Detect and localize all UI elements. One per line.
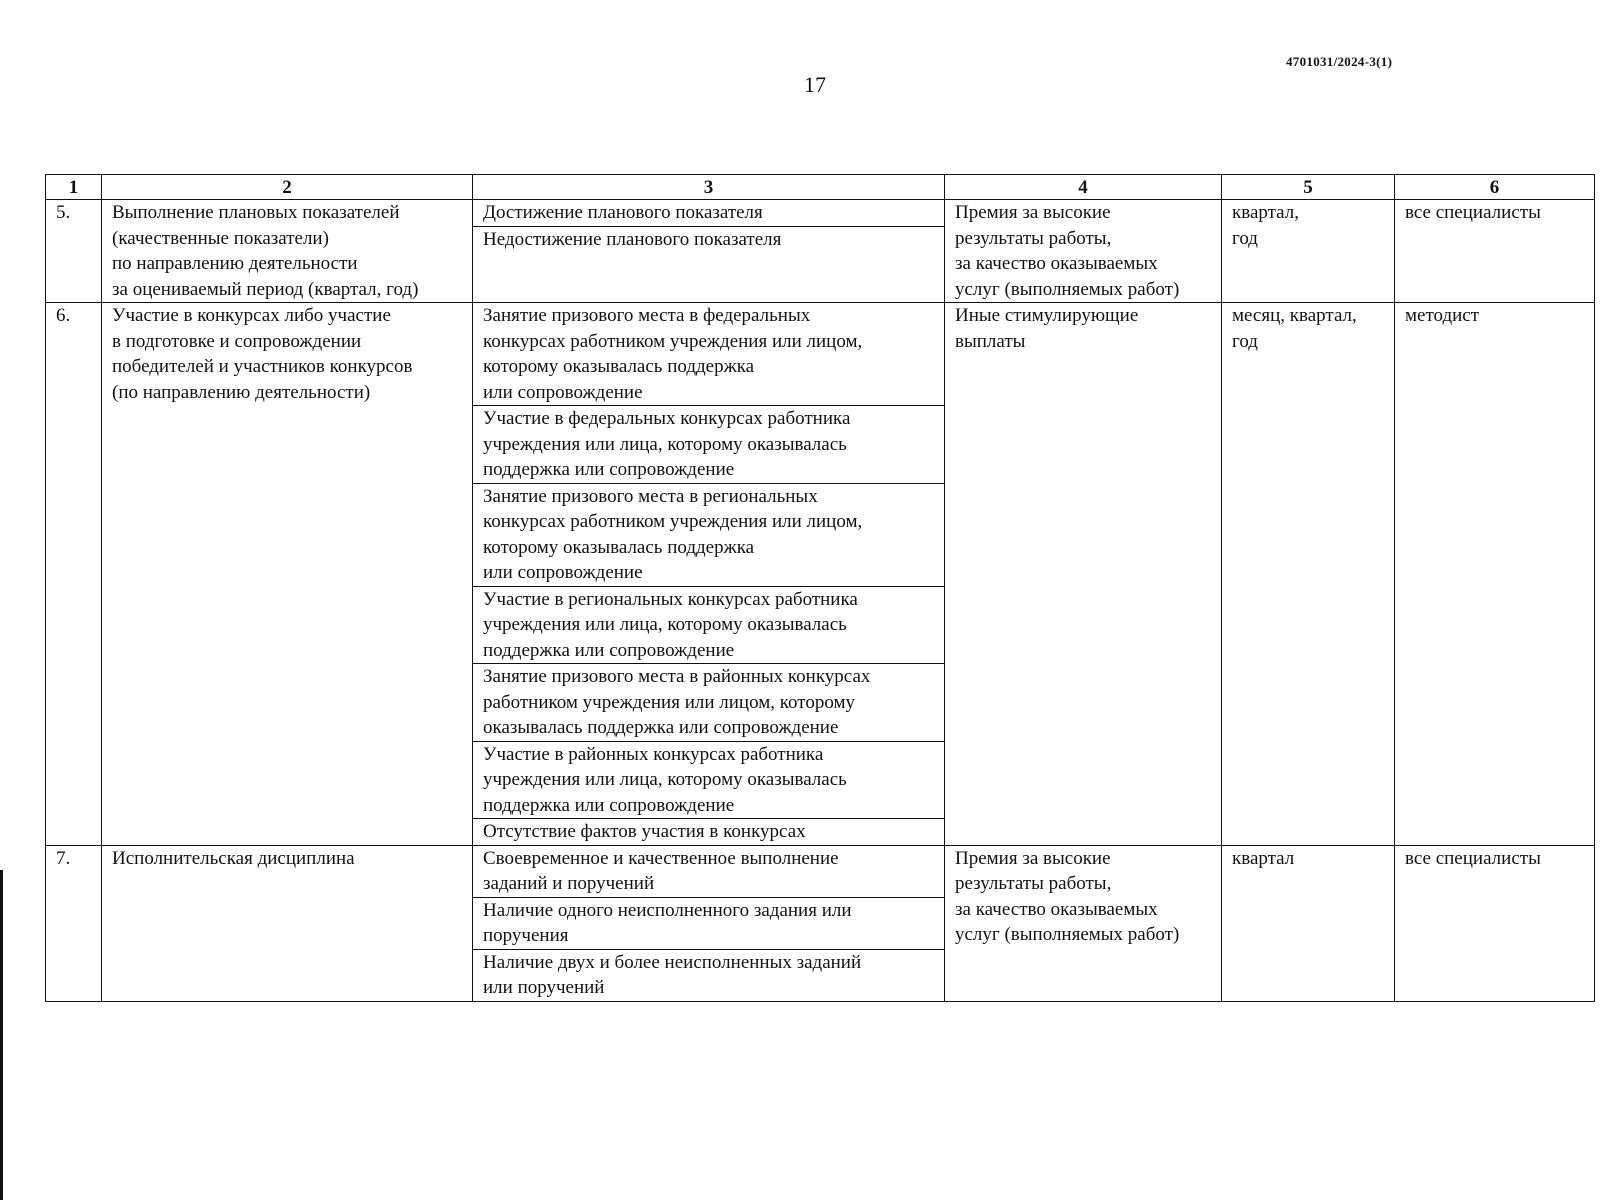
payment-type-cell: Премия за высокие результаты работы, за качество оказываемых услуг (выполняемых работ)	[945, 845, 1222, 1001]
criterion-item: Участие в районных конкурсах работника учреждения или лица, которому оказывалась поддержка или сопровождение	[473, 742, 944, 820]
period-cell: квартал, год	[1222, 200, 1395, 303]
column-header: 4	[945, 175, 1222, 200]
criteria-table	[45, 174, 1595, 1002]
table-row	[46, 845, 1595, 1001]
scan-edge-line	[0, 870, 3, 1200]
criteria-cell	[473, 845, 945, 1001]
criterion-item: Наличие одного неисполненного задания или поручения	[473, 898, 944, 950]
payment-type-cell: Иные стимулирующие выплаты	[945, 303, 1222, 846]
table-row	[46, 200, 1595, 303]
criterion-item: Занятие призового места в федеральных конкурсах работником учреждения или лицом, которому оказывалась поддержка или сопровождение	[473, 303, 944, 406]
criterion-item: Достижение планового показателя	[473, 200, 944, 227]
page-number: 17	[804, 72, 826, 97]
row-number: 6.	[46, 303, 102, 846]
column-header: 2	[102, 175, 473, 200]
position-cell: все специалисты	[1395, 845, 1595, 1001]
column-header: 1	[46, 175, 102, 200]
criteria-cell	[473, 303, 945, 846]
criteria-cell	[473, 200, 945, 303]
table-row	[46, 303, 1595, 846]
criterion-item: Своевременное и качественное выполнение заданий и поручений	[473, 846, 944, 898]
criterion-item: Отсутствие фактов участия в конкурсах	[483, 821, 806, 842]
indicator-cell: Исполнительская дисциплина	[102, 845, 473, 1001]
column-header: 3	[473, 175, 945, 200]
column-header: 5	[1222, 175, 1395, 200]
row-number: 7.	[46, 845, 102, 1001]
column-number-row	[46, 175, 1595, 200]
period-cell: месяц, квартал, год	[1222, 303, 1395, 846]
position-cell: все специалисты	[1395, 200, 1595, 303]
criterion-item: Участие в федеральных конкурсах работника учреждения или лица, которому оказывалась поддержка или сопровождение	[473, 406, 944, 484]
criterion-item: Наличие двух и более неисполненных заданий или поручений	[483, 951, 862, 998]
document-registration-number: 4701031/2024-3(1)	[1286, 54, 1393, 69]
period-cell: квартал	[1222, 845, 1395, 1001]
position-cell: методист	[1395, 303, 1595, 846]
indicator-cell: Участие в конкурсах либо участие в подготовке и сопровождении победителей и участников конкурсов (по направлению деятельности)	[102, 303, 473, 846]
indicator-cell: Выполнение плановых показателей (качественные показатели) по направлению деятельности за оцениваемый период (квартал, год)	[102, 200, 473, 303]
row-number: 5.	[46, 200, 102, 303]
column-header: 6	[1395, 175, 1595, 200]
criterion-item: Занятие призового места в районных конкурсах работником учреждения или лицом, которому оказывалась поддержка или сопровождение	[473, 664, 944, 742]
criterion-item: Занятие призового места в региональных конкурсах работником учреждения или лицом, которому оказывалась поддержка или сопровождение	[473, 484, 944, 587]
payment-type-cell: Премия за высокие результаты работы, за качество оказываемых услуг (выполняемых работ)	[945, 200, 1222, 303]
criterion-item: Участие в региональных конкурсах работника учреждения или лица, которому оказывалась поддержка или сопровождение	[473, 587, 944, 665]
criterion-item: Недостижение планового показателя	[483, 228, 782, 250]
